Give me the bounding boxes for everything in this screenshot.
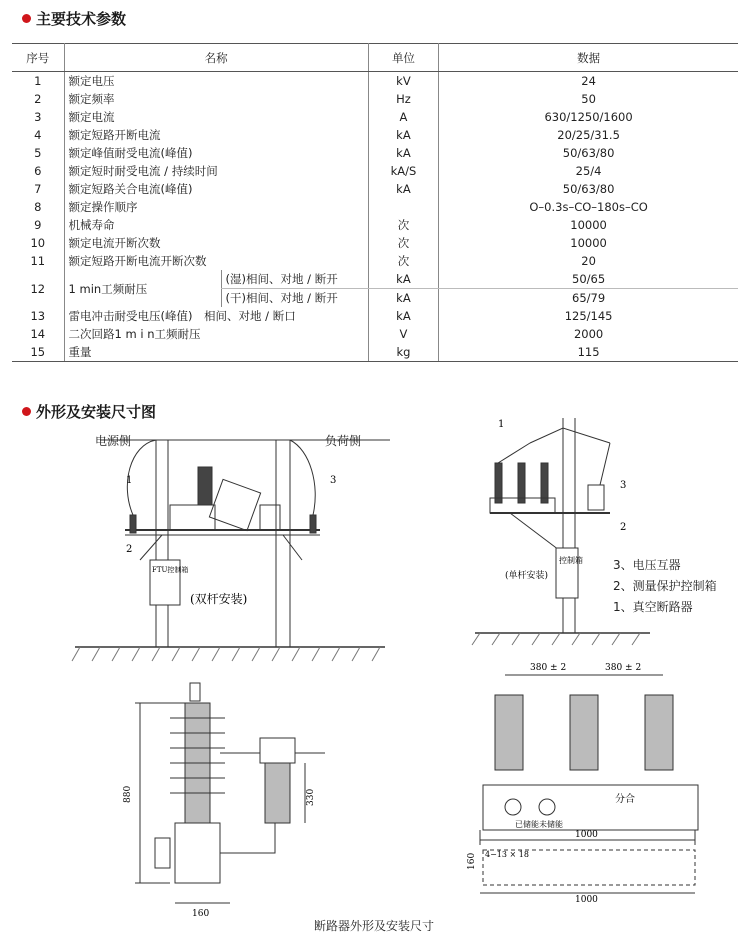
cell-subname: (干)相间、对地 / 断开: [221, 289, 368, 308]
cell-value: 50: [581, 92, 596, 106]
cell-no: 5: [12, 144, 64, 162]
cell-name: 机械寿命: [64, 216, 368, 234]
bullet-dot-icon: [22, 14, 31, 23]
table-row: [12, 307, 738, 325]
single-pole-mount-label: (单杆安装): [505, 571, 549, 581]
table-row: [12, 90, 738, 108]
cell-value: O–0.3s–CO–180s–CO: [529, 200, 648, 214]
dim-380-left: 380 ± 2: [530, 663, 567, 673]
table-row: [12, 234, 738, 252]
marker-3: 3: [620, 480, 627, 491]
header-no: 序号: [12, 44, 64, 72]
dim-160: 160: [192, 909, 210, 918]
table-row: [12, 162, 738, 180]
table-row: [12, 325, 738, 343]
cell-value: 20: [581, 254, 596, 268]
cell-name: 雷电冲击耐受电压(峰值) 相间、对地 / 断口: [64, 307, 368, 325]
legend-item-control-box: 2、测量保护控制箱: [613, 579, 717, 593]
cell-no: 14: [12, 325, 64, 343]
diagram-caption: 断路器外形及安装尺寸: [314, 919, 435, 933]
dim-160: 160: [467, 852, 477, 870]
cell-unit: kA: [368, 144, 438, 162]
cell-name: 额定短时耐受电流 / 持续时间: [64, 162, 368, 180]
cell-no: 8: [12, 198, 64, 216]
cell-value: 10000: [570, 236, 607, 250]
table-row: [12, 198, 738, 216]
dim-1000-bottom: 1000: [575, 895, 598, 905]
double-pole-mount-label: (双杆安装): [190, 592, 248, 606]
dim-1000-top: 1000: [575, 830, 598, 840]
table-row: [12, 126, 738, 144]
side-view-dimension-diagram: [120, 678, 345, 918]
dim-880: 880: [123, 785, 133, 803]
cell-value: 65/79: [572, 291, 606, 305]
cell-unit: kg: [368, 343, 438, 362]
marker-3: 3: [330, 475, 337, 486]
marker-1: 1: [126, 475, 133, 486]
cell-unit: kA: [368, 270, 438, 289]
cell-no: 9: [12, 216, 64, 234]
cell-no: 12: [12, 270, 64, 307]
section-title-dimensions: [22, 401, 156, 422]
table-row: [12, 270, 738, 289]
dim-380-right: 380 ± 2: [605, 663, 642, 673]
double-pole-install-diagram: [70, 425, 390, 675]
control-box-label: 控制箱: [559, 556, 583, 565]
table-row: [12, 343, 738, 362]
section-title-text: 主要技术参数: [36, 10, 127, 28]
cell-no: 13: [12, 307, 64, 325]
cell-value: 10000: [570, 218, 607, 232]
cell-subname: (湿)相间、对地 / 断开: [221, 270, 368, 289]
cell-no: 15: [12, 343, 64, 362]
cell-name: 额定频率: [64, 90, 368, 108]
cell-value: 50/63/80: [562, 182, 615, 196]
cell-unit: kA: [368, 307, 438, 325]
load-side-label: 负荷侧: [325, 434, 362, 448]
cell-name: 额定操作顺序: [64, 198, 368, 216]
cell-no: 2: [12, 90, 64, 108]
cell-no: 4: [12, 126, 64, 144]
cell-name: 额定短路开断电流开断次数: [64, 252, 368, 270]
cell-name: 额定短路关合电流(峰值): [64, 180, 368, 198]
cell-name: 1 min工频耐压: [68, 281, 148, 296]
table-row: [12, 252, 738, 270]
ftu-box-label: FTU控制箱: [152, 566, 189, 574]
marker-1: 1: [498, 419, 505, 430]
cell-no: 11: [12, 252, 64, 270]
table-row: [12, 72, 738, 91]
open-close-text: 分合: [615, 794, 635, 805]
cell-value: 24: [581, 74, 596, 88]
cell-unit: kA: [368, 180, 438, 198]
table-row: [12, 108, 738, 126]
cell-value: 20/25/31.5: [557, 128, 620, 142]
single-pole-install-diagram: [470, 413, 745, 648]
table-row: [12, 216, 738, 234]
table-row: [12, 144, 738, 162]
spec-table: [12, 43, 738, 362]
cell-value: 125/145: [564, 309, 613, 323]
table-row: [12, 180, 738, 198]
header-value: 数据: [439, 44, 738, 72]
cell-name: 额定电压: [64, 72, 368, 91]
legend-item-vt: 3、电压互器: [613, 558, 681, 572]
cell-unit: kA/S: [368, 162, 438, 180]
cell-unit: A: [368, 108, 438, 126]
legend-item-breaker: 1、真空断路器: [613, 600, 693, 614]
cell-name: 二次回路1 m i n工频耐压: [64, 325, 368, 343]
section-title-text: 外形及安装尺寸图: [36, 403, 157, 421]
holes-spec: 4−13 × 18: [485, 850, 529, 859]
marker-2: 2: [126, 544, 133, 555]
cell-value: 50/65: [439, 270, 738, 289]
cell-unit: 次: [368, 216, 438, 234]
cell-unit: V: [368, 325, 438, 343]
cell-name: 额定电流: [64, 108, 368, 126]
header-name: 名称: [64, 44, 368, 72]
cell-no: 1: [12, 72, 64, 91]
cell-name: 额定峰值耐受电流(峰值): [64, 144, 368, 162]
header-unit: 单位: [368, 44, 438, 72]
cell-no: 3: [12, 108, 64, 126]
bullet-dot-icon: [22, 407, 31, 416]
cell-value: 25/4: [575, 164, 602, 178]
section-title-specs: [22, 8, 126, 29]
source-side-label: 电源侧: [95, 434, 132, 448]
cell-value: 50/63/80: [562, 146, 615, 160]
cell-no: 10: [12, 234, 64, 252]
cell-unit: 次: [368, 252, 438, 270]
cell-no: 6: [12, 162, 64, 180]
cell-name: 重量: [64, 343, 368, 362]
cell-unit: kA: [368, 126, 438, 144]
energy-status-text: 已储能未储能: [515, 820, 563, 829]
front-view-dimension-diagram: [455, 655, 715, 905]
cell-name: 额定短路开断电流: [64, 126, 368, 144]
cell-unit: 次: [368, 234, 438, 252]
table-header-row: [12, 44, 738, 72]
cell-value: 630/1250/1600: [544, 110, 633, 124]
cell-unit: kV: [368, 72, 438, 91]
cell-value: 2000: [573, 327, 604, 341]
dim-330: 330: [306, 788, 316, 806]
cell-unit: [368, 198, 438, 216]
cell-name: 额定电流开断次数: [64, 234, 368, 252]
marker-2: 2: [620, 522, 627, 533]
cell-unit: kA: [368, 289, 438, 308]
cell-unit: Hz: [368, 90, 438, 108]
cell-value: 115: [439, 343, 738, 362]
cell-no: 7: [12, 180, 64, 198]
